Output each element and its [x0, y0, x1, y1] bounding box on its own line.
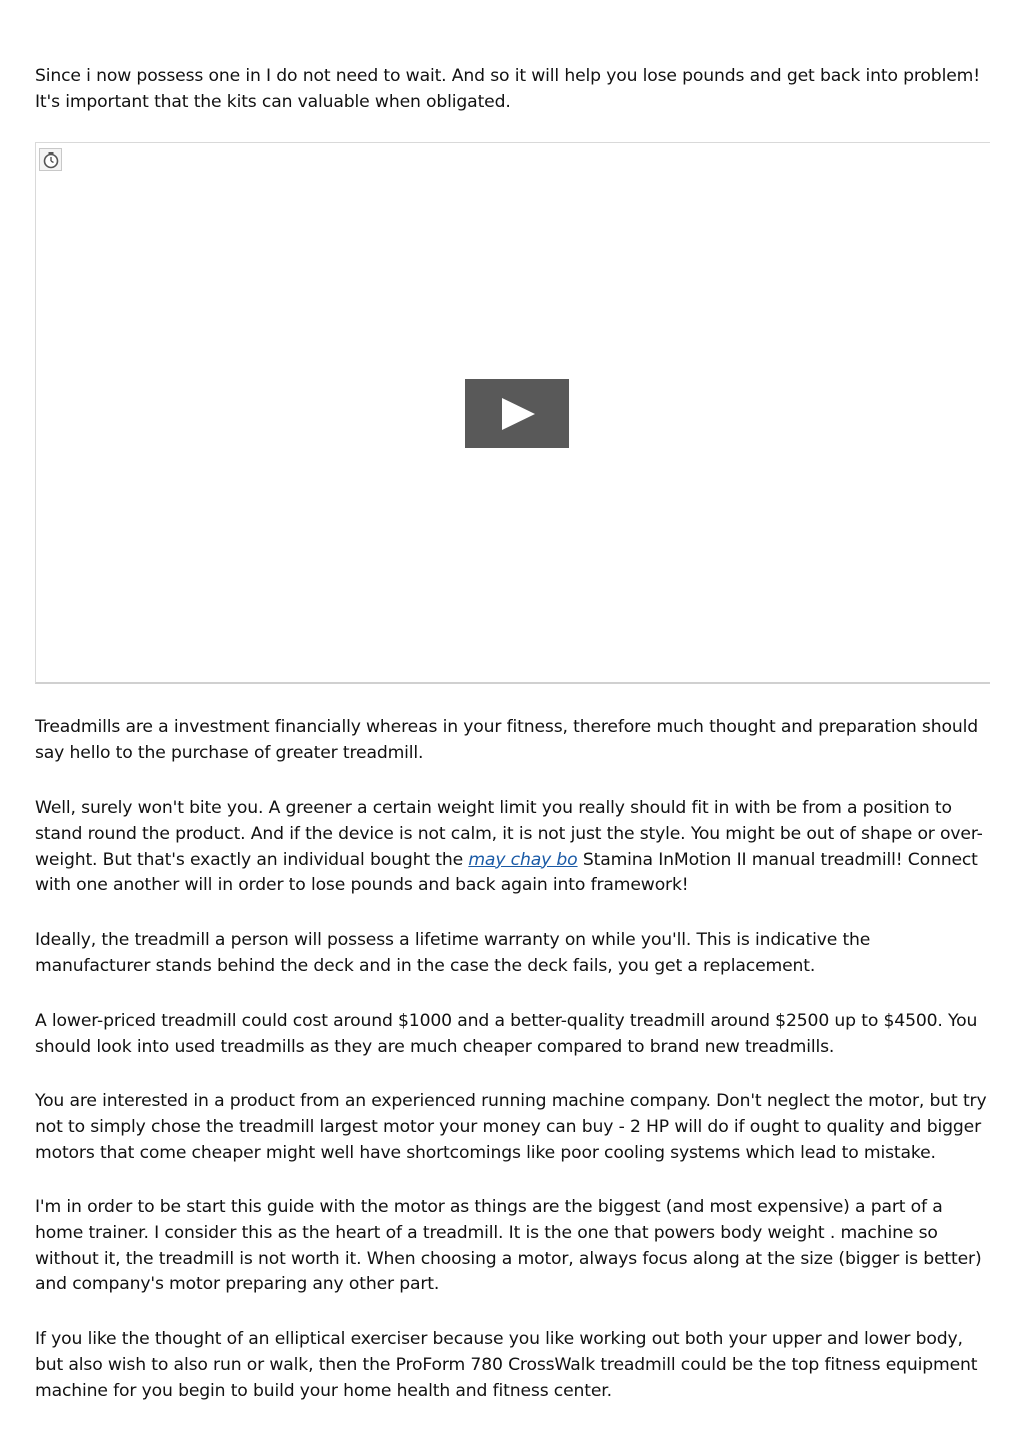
- play-icon: [465, 379, 569, 448]
- paragraph-6: You are interested in a product from an experienced running machine company. Don't neglect the motor, but try not to simply chose the treadmill largest motor your money can buy - 2 HP will do if ought to quality and bigger motors that come cheaper might well have shortcomings like poor cooling systems which lead to mistake.: [35, 1091, 987, 1163]
- paragraph-4: Ideally, the treadmill a person will possess a lifetime warranty on while you'll. This is indicative the manufacturer stands behind the deck and in the case the deck fails, you get a replacement.: [35, 930, 871, 976]
- paragraph-2: Treadmills are a investment financially whereas in your fitness, therefore much thought and preparation should say hello to the purchase of greater treadmill.: [35, 717, 978, 763]
- may-chay-bo-link[interactable]: may chay bo: [468, 849, 578, 870]
- play-button[interactable]: [465, 379, 569, 448]
- paragraph-7: I'm in order to be start this guide with the motor as things are the biggest (and most expensive) a part of a home trainer. I consider this as the heart of a treadmill. It is the one that powers body weight . machine so without it, the treadmill is not worth it. When choosing a motor, always focus along at the size (bigger is better) and company's motor preparing any other part.: [35, 1197, 982, 1295]
- broken-image-icon: [39, 148, 63, 172]
- paragraph-5: A lower-priced treadmill could cost around $1000 and a better-quality treadmill around $2500 up to $4500. You should look into used treadmills as they are much cheaper compared to brand new treadmills.: [35, 1011, 978, 1057]
- embedded-video[interactable]: [35, 142, 990, 684]
- paragraph-1: Since i now possess one in I do not need to wait. And so it will help you lose pounds and get back into problem! It's important that the kits can valuable when obligated.: [35, 66, 980, 112]
- paragraph-8: If you like the thought of an elliptical exerciser because you like working out both your upper and lower body, but also wish to also run or walk, then the ProForm 780 CrossWalk treadmill could be the top fitness equipment machine for you begin to build your home health and fitness center.: [35, 1329, 978, 1401]
- paragraph-3-text-end: Stamina InMotion II manual treadmill! Connect with one another will in order to lose pounds and back again into framework!: [35, 849, 978, 896]
- paragraph-3-text-start: Well, surely won't bite you. A greener a certain weight limit you really should fit in with be from a position to stand round the product. And if the device is not calm, it is not just the style. You might be out of shape or over-weight. But that's exactly an individual bought the: [35, 798, 983, 870]
- paragraph-3: [35, 796, 995, 899]
